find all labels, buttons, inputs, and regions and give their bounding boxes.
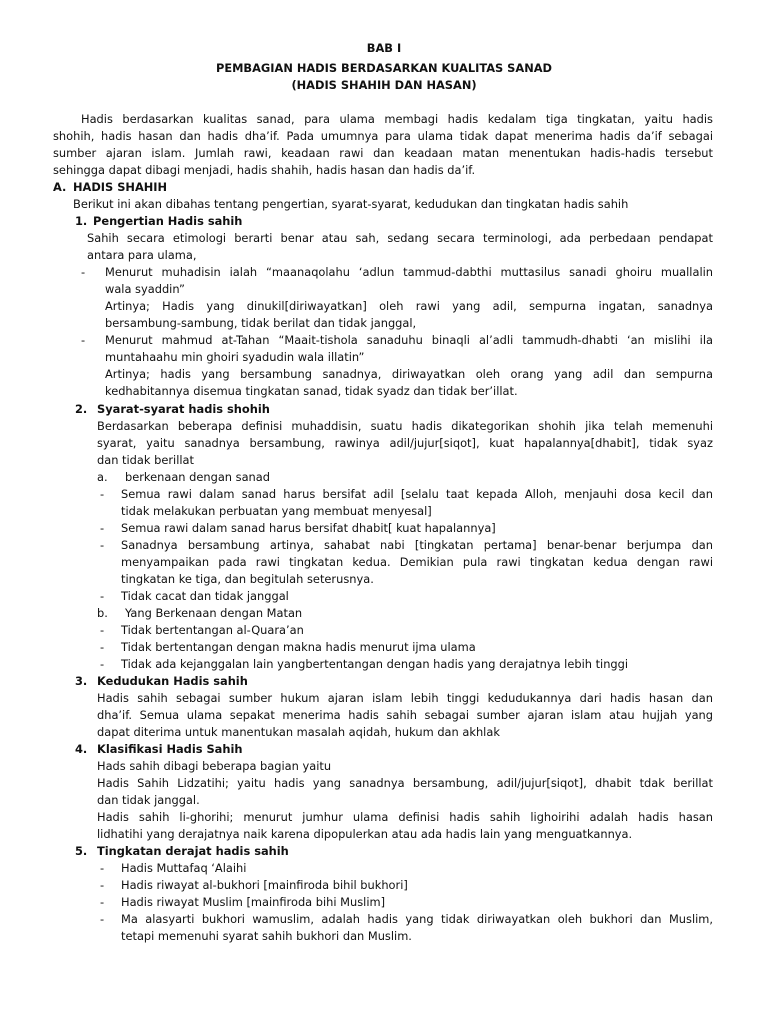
bullet-line: kedhabitannya disemua tingkatan sanad, tidak syadz dan tidak ber’illat. (105, 384, 518, 398)
bullet-line: wala syaddin” (105, 282, 185, 296)
bullet-line: Ma alasyarti bukhori wamuslim, adalah hadis yang tidak diriwayatkan oleh bukhori dan Muslim, (121, 912, 713, 926)
subsection-number: 1. (75, 214, 88, 228)
sub-heading: berkenaan dengan sanad (125, 470, 270, 484)
subsection-number: 4. (75, 742, 88, 756)
bullet-line: Tidak bertentangan al-Quara’an (121, 623, 304, 637)
paragraph-line: dha’if. Semua ulama sepakat menerima hadis sahih sebagai sumber ajaran islam atau hujjah yang (97, 708, 713, 722)
bullet-dash: - (100, 878, 105, 892)
section-heading: HADIS SHAHIH (73, 180, 168, 194)
bullet-line: Hadis riwayat al-bukhori [mainfiroda bihil bukhori] (121, 878, 408, 892)
paragraph-line: Sahih secara etimologi berarti benar atau sah, sedang secara terminologi, ada perbedaan pendapat (87, 231, 713, 245)
subsection-heading: Pengertian Hadis sahih (93, 214, 243, 228)
intro-line: sehingga dapat dibagi menjadi, hadis shahih, hadis hasan dan hadis da’if. (53, 163, 476, 177)
paragraph-line: lidhatihi yang derajatnya naik karena dipopulerkan atau ada hadis lain yang menguatkannya. (97, 827, 633, 841)
paragraph-line: dapat diterima untuk manentukan masalah aqidah, hukum dan akhlak (97, 725, 500, 739)
bullet-dash: - (100, 589, 105, 603)
bullet-line: Sanadnya bersambung artinya, sahabat nabi [tingkatan pertama] benar-benar berjumpa dan (121, 538, 713, 552)
paragraph-line: Berdasarkan beberapa definisi muhaddisin, suatu hadis dikategorikan shohih jika telah memenuhi (97, 419, 713, 433)
paragraph-line: Hadis sahih sebagai sumber hukum ajaran islam lebih tinggi kedudukannya dari hadis hasan dan (97, 691, 713, 705)
bullet-dash: - (100, 521, 105, 535)
subsection-number: 5. (75, 844, 88, 858)
bullet-dash: - (100, 657, 105, 671)
bullet-line: Tidak cacat dan tidak janggal (121, 589, 289, 603)
paragraph-line: dan tidak janggal. (97, 793, 200, 807)
subsection-heading: Tingkatan derajat hadis sahih (97, 844, 289, 858)
paragraph-line: dan tidak berillat (97, 453, 194, 467)
sub-marker: b. (97, 606, 108, 620)
bullet-dash: - (100, 895, 105, 909)
bullet-line: Menurut muhadisin ialah “maanaqolahu ‘adlun tammud-dabthi muttasilus sanadi ghoiru muallalin (105, 265, 713, 279)
bullet-line: muntahaahu min ghoiri syadudin wala illatin” (105, 350, 365, 364)
bullet-dash: - (100, 912, 105, 926)
subsection-heading: Kedudukan Hadis sahih (97, 674, 248, 688)
paragraph-line: Hadis sahih li-ghorihi; menurut jumhur ulama definisi hadis sahih lighoirihi adalah hadis hasan (97, 810, 713, 824)
bullet-line: bersambung-sambung, tidak berilat dan tidak janggal, (105, 316, 417, 330)
document-subtitle: (HADIS SHAHIH DAN HASAN) (291, 78, 477, 92)
bullet-dash: - (81, 333, 86, 347)
bullet-line: tetapi memenuhi syarat sahih bukhori dan Muslim. (121, 929, 412, 943)
bullet-dash: - (100, 861, 105, 875)
bullet-line: Semua rawi dalam sanad harus bersifat adil [selalu taat kepada Alloh, menjauhi dosa kecil dan (121, 487, 713, 501)
paragraph-line: Hads sahih dibagi beberapa bagian yaitu (97, 759, 332, 773)
paragraph-line: antara para ulama, (87, 248, 197, 262)
bullet-line: Semua rawi dalam sanad harus bersifat dhabit[ kuat hapalannya] (121, 521, 496, 535)
bullet-line: Hadis riwayat Muslim [mainfiroda bihi Muslim] (121, 895, 386, 909)
intro-line: sumber ajaran islam. Jumlah rawi, keadaan rawi dan keadaan matan menentukan hadis-hadis tersebut (53, 146, 713, 160)
bullet-dash: - (100, 640, 105, 654)
bullet-line: menyampaikan pada rawi tingkatan kedua. Demikian pula rawi tingkatan kedua dengan rawi (121, 555, 713, 569)
document-title: PEMBAGIAN HADIS BERDASARKAN KUALITAS SANAD (215, 61, 553, 75)
bullet-line: Hadis Muttafaq ‘Alaihi (121, 861, 247, 875)
intro-line: Hadis berdasarkan kualitas sanad, para ulama membagi hadis kedalam tiga tingkatan, yaitu hadis (81, 112, 713, 126)
sub-marker: a. (97, 470, 108, 484)
sub-heading: Yang Berkenaan dengan Matan (125, 606, 303, 620)
section-marker: A. (53, 180, 67, 194)
bullet-line: Artinya; Hadis yang dinukil[diriwayatkan] oleh rawi yang adil, sempurna ingatan, sanadnya (105, 299, 713, 313)
paragraph-line: syarat, yaitu sanadnya bersambung, rawinya adil/jujur[siqot], kuat hapalannya[dhabit], tidak syaz (97, 436, 713, 450)
bullet-dash: - (81, 265, 86, 279)
bullet-dash: - (100, 623, 105, 637)
bullet-line: Menurut mahmud at-Tahan “Maait-tishola sanaduhu binaqli al’adli tammudh-dhabti ‘an mislihi ila (105, 333, 713, 347)
subsection-number: 2. (75, 402, 88, 416)
subsection-heading: Syarat-syarat hadis shohih (97, 402, 270, 416)
intro-line: shohih, hadis hasan dan hadis dha’if. Pada umumnya para ulama tidak dapat menerima hadis da’if sebagai (53, 129, 713, 143)
bullet-dash: - (100, 538, 105, 552)
bullet-line: Tidak bertentangan dengan makna hadis menurut ijma ulama (121, 640, 476, 654)
bullet-line: tingkatan ke tiga, dan begitulah seterusnya. (121, 572, 374, 586)
paragraph-line: Hadis Sahih Lidzatihi; yaitu hadis yang sanadnya bersambung, adil/jujur[siqot], dhabit tdak berillat (97, 776, 713, 790)
subsection-number: 3. (75, 674, 88, 688)
bullet-line: Artinya; hadis yang bersambung sanadnya, diriwayatkan oleh orang yang adil dan sempurna (105, 367, 713, 381)
subsection-heading: Klasifikasi Hadis Sahih (97, 742, 243, 756)
bullet-dash: - (100, 487, 105, 501)
bullet-line: tidak melakukan perbuatan yang membuat menyesal] (121, 504, 432, 518)
chapter-label: BAB I (366, 41, 402, 55)
bullet-line: Tidak ada kejanggalan lain yangbertentangan dengan hadis yang derajatnya lebih tinggi (121, 657, 629, 671)
section-lead: Berikut ini akan dibahas tentang pengertian, syarat-syarat, kedudukan dan tingkatan hadis sahih (73, 197, 629, 211)
